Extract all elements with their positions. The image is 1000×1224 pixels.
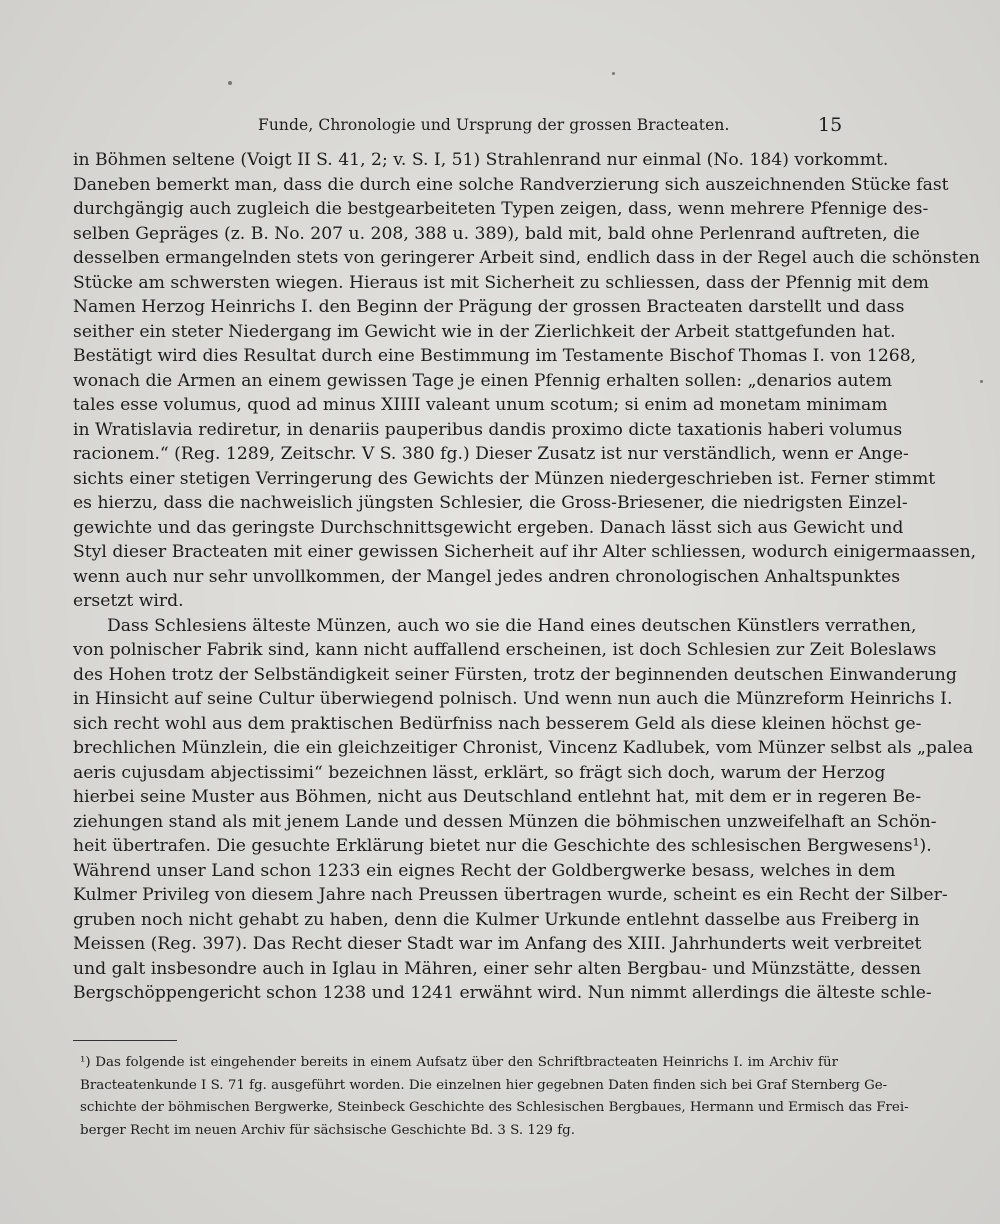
footnote-line: Bracteatenkunde I S. 71 fg. ausgeführt worden. Die einzelnen hier gegebnen Daten finden sich bei Graf Sternberg Ge- xyxy=(80,1077,888,1093)
text-line: Kulmer Privileg von diesem Jahre nach Preussen übertragen wurde, scheint es ein Recht der Silber- xyxy=(73,885,948,905)
text-line: sichts einer stetigen Verringerung des Gewichts der Münzen niedergeschrieben ist. Ferner stimmt xyxy=(73,468,936,489)
text-line: von polnischer Fabrik sind, kann nicht auffallend erscheinen, ist doch Schlesien zur Zeit Boleslaws xyxy=(73,640,937,660)
text-line: aeris cujusdam abjectissimi“ bezeichnen lässt, erklärt, so frägt sich doch, warum der Herzog xyxy=(73,762,886,783)
text-line: in Böhmen seltene (Voigt II S. 41, 2; v. S. I, 51) Strahlenrand nur einmal (No. 184) vorkommt. xyxy=(73,150,889,170)
text-line: Daneben bemerkt man, dass die durch eine solche Randverzierung sich auszeichnenden Stücke fast xyxy=(73,174,949,195)
text-line: Während unser Land schon 1233 ein eignes Recht der Goldbergwerke besass, welches in dem xyxy=(73,860,896,881)
text-line: hierbei seine Muster aus Böhmen, nicht aus Deutschland entlehnt hat, mit dem er in regeren Be- xyxy=(73,787,922,807)
text-line: wenn auch nur sehr unvollkommen, der Mangel jedes andren chronologischen Anhaltspunktes xyxy=(73,566,901,587)
body-text xyxy=(73,148,980,1006)
text-line: selben Gepräges (z. B. No. 207 u. 208, 388 u. 389), bald mit, bald ohne Perlenrand auftreten, die xyxy=(73,223,920,244)
text-line: wonach die Armen an einem gewissen Tage je einen Pfennig erhalten sollen: „denarios autem xyxy=(73,370,892,391)
ink-speck xyxy=(612,72,615,75)
text-line: tales esse volumus, quod ad minus XIIII valeant unum scotum; si enim ad monetam minimam xyxy=(73,395,888,415)
text-line: desselben ermangelnden stets von geringerer Arbeit sind, endlich dass in der Regel auch die schönsten xyxy=(73,248,980,268)
text-line: seither ein steter Niedergang im Gewicht wie in der Zierlichkeit der Arbeit stattgefunden hat. xyxy=(73,321,896,342)
text-line: ziehungen stand als mit jenem Lande und dessen Münzen die böhmischen unzweifelhaft an Schön- xyxy=(73,811,937,832)
footnotes xyxy=(80,1052,909,1142)
footnote-line: berger Recht im neuen Archiv für sächsische Geschichte Bd. 3 S. 129 fg. xyxy=(80,1122,575,1138)
text-line: ersetzt wird. xyxy=(73,591,184,611)
text-line: in Hinsicht auf seine Cultur überwiegend polnisch. Und wenn nun auch die Münzreform Heinrichs I. xyxy=(73,689,953,709)
text-line: es hierzu, dass die nachweislich jüngsten Schlesier, die Gross-Briesener, die niedrigsten Einzel- xyxy=(73,493,908,513)
text-line: Meissen (Reg. 397). Das Recht dieser Stadt war im Anfang des XIII. Jahrhunderts weit verbreitet xyxy=(73,934,922,954)
footnote-line: schichte der böhmischen Bergwerke, Steinbeck Geschichte des Schlesischen Bergbaues, Hermann und Ermisch das Frei- xyxy=(80,1100,909,1115)
text-line: Dass Schlesiens älteste Münzen, auch wo sie die Hand eines deutschen Künstlers verrathen, xyxy=(107,615,917,636)
text-line: heit übertrafen. Die gesuchte Erklärung bietet nur die Geschichte des schlesischen Bergwesens¹). xyxy=(73,836,932,856)
text-line: Namen Herzog Heinrichs I. den Beginn der Prägung der grossen Bracteaten darstellt und dass xyxy=(73,297,905,317)
running-header: Funde, Chronologie und Ursprung der grossen Bracteaten. xyxy=(258,116,730,134)
footnote-line: ¹) Das folgende ist eingehender bereits in einem Aufsatz über den Schriftbracteaten Heinrichs I. im Archiv für xyxy=(80,1055,838,1070)
text-line: durchgängig auch zugleich die bestgearbeiteten Typen zeigen, dass, wenn mehrere Pfennige des- xyxy=(73,199,929,219)
text-line: Bestätigt wird dies Resultat durch eine Bestimmung im Testamente Bischof Thomas I. von 1268, xyxy=(73,346,917,366)
text-line: in Wratislavia rediretur, in denariis pauperibus dandis proximo dicte taxationis haberi volumus xyxy=(73,419,903,440)
text-line: gruben noch nicht gehabt zu haben, denn die Kulmer Urkunde entlehnt dasselbe aus Freiberg in xyxy=(73,909,920,930)
text-line: Bergschöppengericht schon 1238 und 1241 erwähnt wird. Nun nimmt allerdings die älteste schle- xyxy=(73,983,932,1003)
text-line: racionem.“ (Reg. 1289, Zeitschr. V S. 380 fg.) Dieser Zusatz ist nur verständlich, wenn er Ange- xyxy=(73,444,909,464)
footnote-rule xyxy=(73,1040,177,1041)
text-line: Stücke am schwersten wiegen. Hieraus ist mit Sicherheit zu schliessen, dass der Pfennig mit dem xyxy=(73,272,929,293)
text-line: und galt insbesondre auch in Iglau in Mähren, einer sehr alten Bergbau- und Münzstätte, dessen xyxy=(73,958,921,979)
text-line: brechlichen Münzlein, die ein gleichzeitiger Chronist, Vincenz Kadlubek, vom Münzer selbst als „palea xyxy=(73,738,974,758)
text-line: sich recht wohl aus dem praktischen Bedürfniss nach besserem Geld als diese kleinen höchst ge- xyxy=(73,713,922,734)
text-line: des Hohen trotz der Selbständigkeit seiner Fürsten, trotz der beginnenden deutschen Einwanderung xyxy=(73,664,957,685)
page-number: 15 xyxy=(818,114,843,136)
text-line: gewichte und das geringste Durchschnittsgewicht ergeben. Danach lässt sich aus Gewicht und xyxy=(73,517,904,538)
text-line: Styl dieser Bracteaten mit einer gewissen Sicherheit auf ihr Alter schliessen, wodurch einigermaassen, xyxy=(73,542,977,562)
ink-speck xyxy=(980,380,983,383)
ink-speck xyxy=(228,81,232,85)
